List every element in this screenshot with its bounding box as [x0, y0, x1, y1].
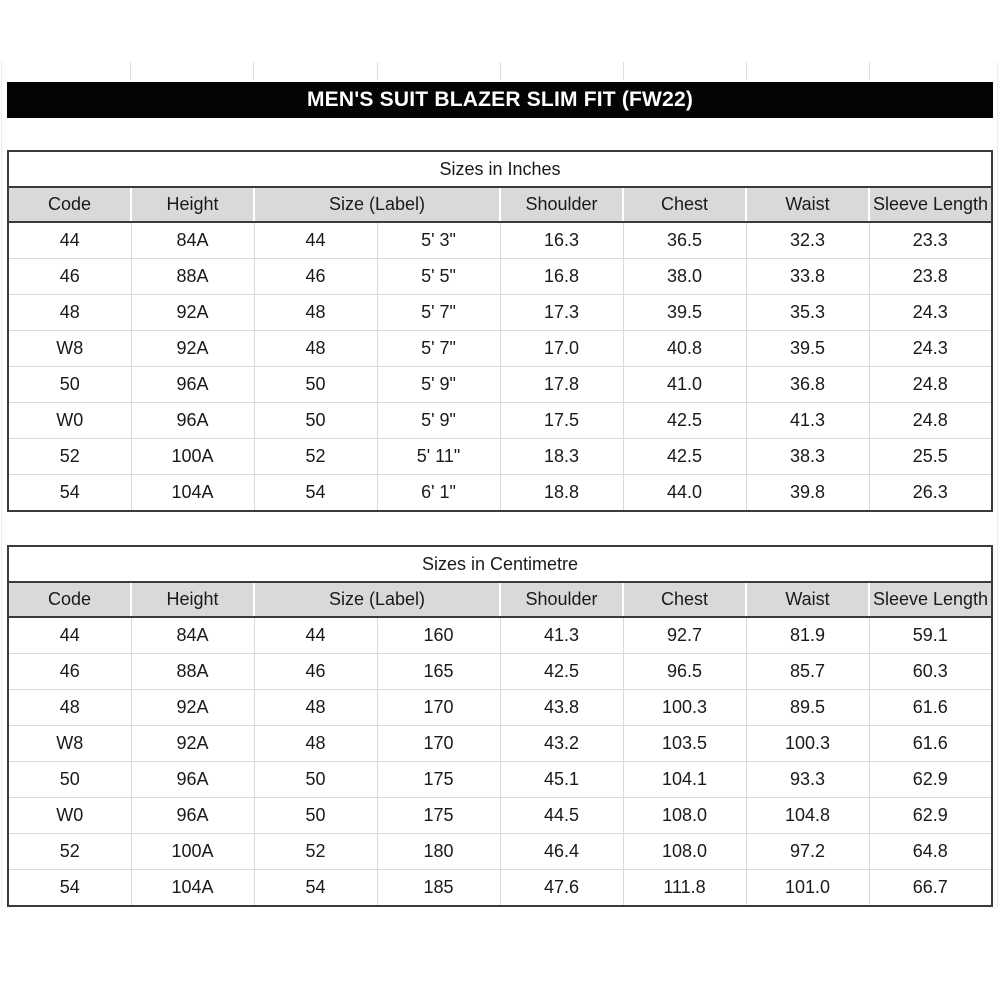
- table-row: [8, 834, 992, 870]
- column-header-chest: Chest: [623, 187, 746, 222]
- table-row: [8, 654, 992, 690]
- table-cell: 48: [254, 690, 377, 726]
- gridline-stub: [869, 62, 870, 80]
- table-cell: 43.8: [500, 690, 623, 726]
- table-cell: 42.5: [500, 654, 623, 690]
- table-cell: 54: [254, 475, 377, 512]
- table-cell: 6' 1": [377, 475, 500, 512]
- table-cell: 23.3: [869, 222, 992, 259]
- table-cell: 24.3: [869, 331, 992, 367]
- table-row: [8, 367, 992, 403]
- table-cell: 96A: [131, 798, 254, 834]
- table-cell: 96.5: [623, 654, 746, 690]
- table-cell: 40.8: [623, 331, 746, 367]
- table-cell: 32.3: [746, 222, 869, 259]
- table-cell: 5' 7": [377, 295, 500, 331]
- table-cell: 16.8: [500, 259, 623, 295]
- sizes-in-inches-table: [7, 150, 993, 512]
- column-header-size-label: Size (Label): [254, 582, 500, 617]
- table-cell: 52: [8, 439, 131, 475]
- table-cell: 26.3: [869, 475, 992, 512]
- table-cell: 44: [8, 222, 131, 259]
- gridline-edge-right: [997, 62, 998, 907]
- table-cell: 108.0: [623, 834, 746, 870]
- table-cell: 50: [8, 367, 131, 403]
- table-cell: 170: [377, 726, 500, 762]
- table-cell: W0: [8, 798, 131, 834]
- sizes-in-centimetre-table: [7, 545, 993, 907]
- table-title-row: [8, 546, 992, 582]
- table-cell: 52: [8, 834, 131, 870]
- column-header-waist: Waist: [746, 187, 869, 222]
- table-cell: 5' 5": [377, 259, 500, 295]
- table-cell: 84A: [131, 222, 254, 259]
- table-row: [8, 403, 992, 439]
- table-cell: 43.2: [500, 726, 623, 762]
- table-body: [8, 222, 992, 511]
- table-cell: 48: [8, 295, 131, 331]
- table-cell: 62.9: [869, 762, 992, 798]
- table-cell: 48: [254, 331, 377, 367]
- table-cell: 18.3: [500, 439, 623, 475]
- table-cell: 180: [377, 834, 500, 870]
- table-cell: 54: [8, 475, 131, 512]
- table-cell: 100A: [131, 834, 254, 870]
- table-row: [8, 870, 992, 907]
- table-cell: 47.6: [500, 870, 623, 907]
- table-cell: 61.6: [869, 726, 992, 762]
- column-header-height: Height: [131, 187, 254, 222]
- table-row: [8, 222, 992, 259]
- table-cell: 5' 3": [377, 222, 500, 259]
- table-cell: 41.3: [746, 403, 869, 439]
- table-cell: 88A: [131, 654, 254, 690]
- table-cell: 50: [8, 762, 131, 798]
- column-header-sleeve-length: Sleeve Length: [869, 582, 992, 617]
- table-cell: 48: [8, 690, 131, 726]
- table-cell: 39.5: [623, 295, 746, 331]
- table-row: [8, 331, 992, 367]
- table-cell: 103.5: [623, 726, 746, 762]
- table-cell: 100.3: [746, 726, 869, 762]
- table-cell: 33.8: [746, 259, 869, 295]
- gridline-stub: [623, 62, 624, 80]
- column-header-shoulder: Shoulder: [500, 187, 623, 222]
- table-cell: 46: [254, 654, 377, 690]
- table-cell: 17.0: [500, 331, 623, 367]
- table-cell: W8: [8, 726, 131, 762]
- table-cell: 100A: [131, 439, 254, 475]
- table-row: [8, 439, 992, 475]
- table-cell: 93.3: [746, 762, 869, 798]
- product-title-banner: [7, 82, 993, 118]
- table-cell: 44: [254, 222, 377, 259]
- table-cell: 92.7: [623, 617, 746, 654]
- table-body: [8, 617, 992, 906]
- table-cell: 36.5: [623, 222, 746, 259]
- table-cell: 46: [8, 259, 131, 295]
- column-header-code: Code: [8, 582, 131, 617]
- table-cell: 92A: [131, 295, 254, 331]
- column-header-waist: Waist: [746, 582, 869, 617]
- table-cell: 44.0: [623, 475, 746, 512]
- table-cell: 97.2: [746, 834, 869, 870]
- table-cell: 48: [254, 295, 377, 331]
- table-cell: 50: [254, 798, 377, 834]
- column-header-code: Code: [8, 187, 131, 222]
- table-cell: 5' 9": [377, 367, 500, 403]
- column-header-shoulder: Shoulder: [500, 582, 623, 617]
- table-cell: 50: [254, 403, 377, 439]
- table-cell: 50: [254, 367, 377, 403]
- table-cell: 25.5: [869, 439, 992, 475]
- table-title: Sizes in Centimetre: [8, 546, 992, 582]
- table-cell: 96A: [131, 403, 254, 439]
- table-cell: 54: [254, 870, 377, 907]
- table-cell: 52: [254, 439, 377, 475]
- table-cell: 46: [254, 259, 377, 295]
- table-cell: 16.3: [500, 222, 623, 259]
- table-cell: 88A: [131, 259, 254, 295]
- table-cell: 35.3: [746, 295, 869, 331]
- table-cell: 104A: [131, 475, 254, 512]
- table-cell: 23.8: [869, 259, 992, 295]
- gridline-stub: [130, 62, 131, 80]
- column-header-row: [8, 187, 992, 222]
- table-cell: 175: [377, 798, 500, 834]
- table-cell: 92A: [131, 690, 254, 726]
- table-cell: 17.3: [500, 295, 623, 331]
- table-title-row: [8, 151, 992, 187]
- table-cell: 104.1: [623, 762, 746, 798]
- table-cell: 45.1: [500, 762, 623, 798]
- table-cell: 17.5: [500, 403, 623, 439]
- table-cell: 42.5: [623, 439, 746, 475]
- gridline-stub: [377, 62, 378, 80]
- table-cell: 44: [8, 617, 131, 654]
- table-row: [8, 726, 992, 762]
- column-header-height: Height: [131, 582, 254, 617]
- column-header-chest: Chest: [623, 582, 746, 617]
- table-cell: 44: [254, 617, 377, 654]
- table-cell: 160: [377, 617, 500, 654]
- table-cell: 185: [377, 870, 500, 907]
- table-row: [8, 475, 992, 512]
- table-cell: 81.9: [746, 617, 869, 654]
- table-cell: 170: [377, 690, 500, 726]
- table-cell: 24.8: [869, 367, 992, 403]
- table-cell: 46: [8, 654, 131, 690]
- gridline-edge-left: [1, 62, 2, 907]
- table-cell: 18.8: [500, 475, 623, 512]
- table-cell: 111.8: [623, 870, 746, 907]
- table-cell: 66.7: [869, 870, 992, 907]
- table-cell: 104A: [131, 870, 254, 907]
- table-cell: 50: [254, 762, 377, 798]
- table-cell: 38.0: [623, 259, 746, 295]
- table-cell: 52: [254, 834, 377, 870]
- table-cell: 61.6: [869, 690, 992, 726]
- gridline-stub: [253, 62, 254, 80]
- table-row: [8, 762, 992, 798]
- table-row: [8, 798, 992, 834]
- table-cell: 165: [377, 654, 500, 690]
- table-cell: 5' 7": [377, 331, 500, 367]
- column-header-sleeve-length: Sleeve Length: [869, 187, 992, 222]
- table-cell: 24.3: [869, 295, 992, 331]
- table-cell: 24.8: [869, 403, 992, 439]
- table-cell: 5' 11": [377, 439, 500, 475]
- table-cell: 101.0: [746, 870, 869, 907]
- gridline-stub: [500, 62, 501, 80]
- column-header-row: [8, 582, 992, 617]
- table-cell: 59.1: [869, 617, 992, 654]
- table-cell: 42.5: [623, 403, 746, 439]
- table-cell: W8: [8, 331, 131, 367]
- table-cell: 108.0: [623, 798, 746, 834]
- table-cell: 36.8: [746, 367, 869, 403]
- product-title: MEN'S SUIT BLAZER SLIM FIT (FW22): [306, 88, 694, 111]
- table-title: Sizes in Inches: [8, 151, 992, 187]
- table-cell: 104.8: [746, 798, 869, 834]
- table-cell: 62.9: [869, 798, 992, 834]
- gridline-stub: [746, 62, 747, 80]
- table-cell: 96A: [131, 367, 254, 403]
- table-cell: 44.5: [500, 798, 623, 834]
- table-cell: 5' 9": [377, 403, 500, 439]
- table-cell: 38.3: [746, 439, 869, 475]
- column-header-size-label: Size (Label): [254, 187, 500, 222]
- table-cell: W0: [8, 403, 131, 439]
- table-cell: 85.7: [746, 654, 869, 690]
- table-cell: 54: [8, 870, 131, 907]
- table-cell: 39.8: [746, 475, 869, 512]
- table-cell: 84A: [131, 617, 254, 654]
- table-cell: 48: [254, 726, 377, 762]
- table-cell: 41.3: [500, 617, 623, 654]
- table-cell: 89.5: [746, 690, 869, 726]
- table-row: [8, 295, 992, 331]
- table-cell: 17.8: [500, 367, 623, 403]
- table-row: [8, 690, 992, 726]
- table-cell: 92A: [131, 726, 254, 762]
- table-cell: 175: [377, 762, 500, 798]
- table-cell: 100.3: [623, 690, 746, 726]
- table-cell: 39.5: [746, 331, 869, 367]
- table-cell: 92A: [131, 331, 254, 367]
- table-cell: 46.4: [500, 834, 623, 870]
- table-cell: 60.3: [869, 654, 992, 690]
- table-cell: 41.0: [623, 367, 746, 403]
- table-row: [8, 259, 992, 295]
- table-cell: 64.8: [869, 834, 992, 870]
- table-row: [8, 617, 992, 654]
- table-cell: 96A: [131, 762, 254, 798]
